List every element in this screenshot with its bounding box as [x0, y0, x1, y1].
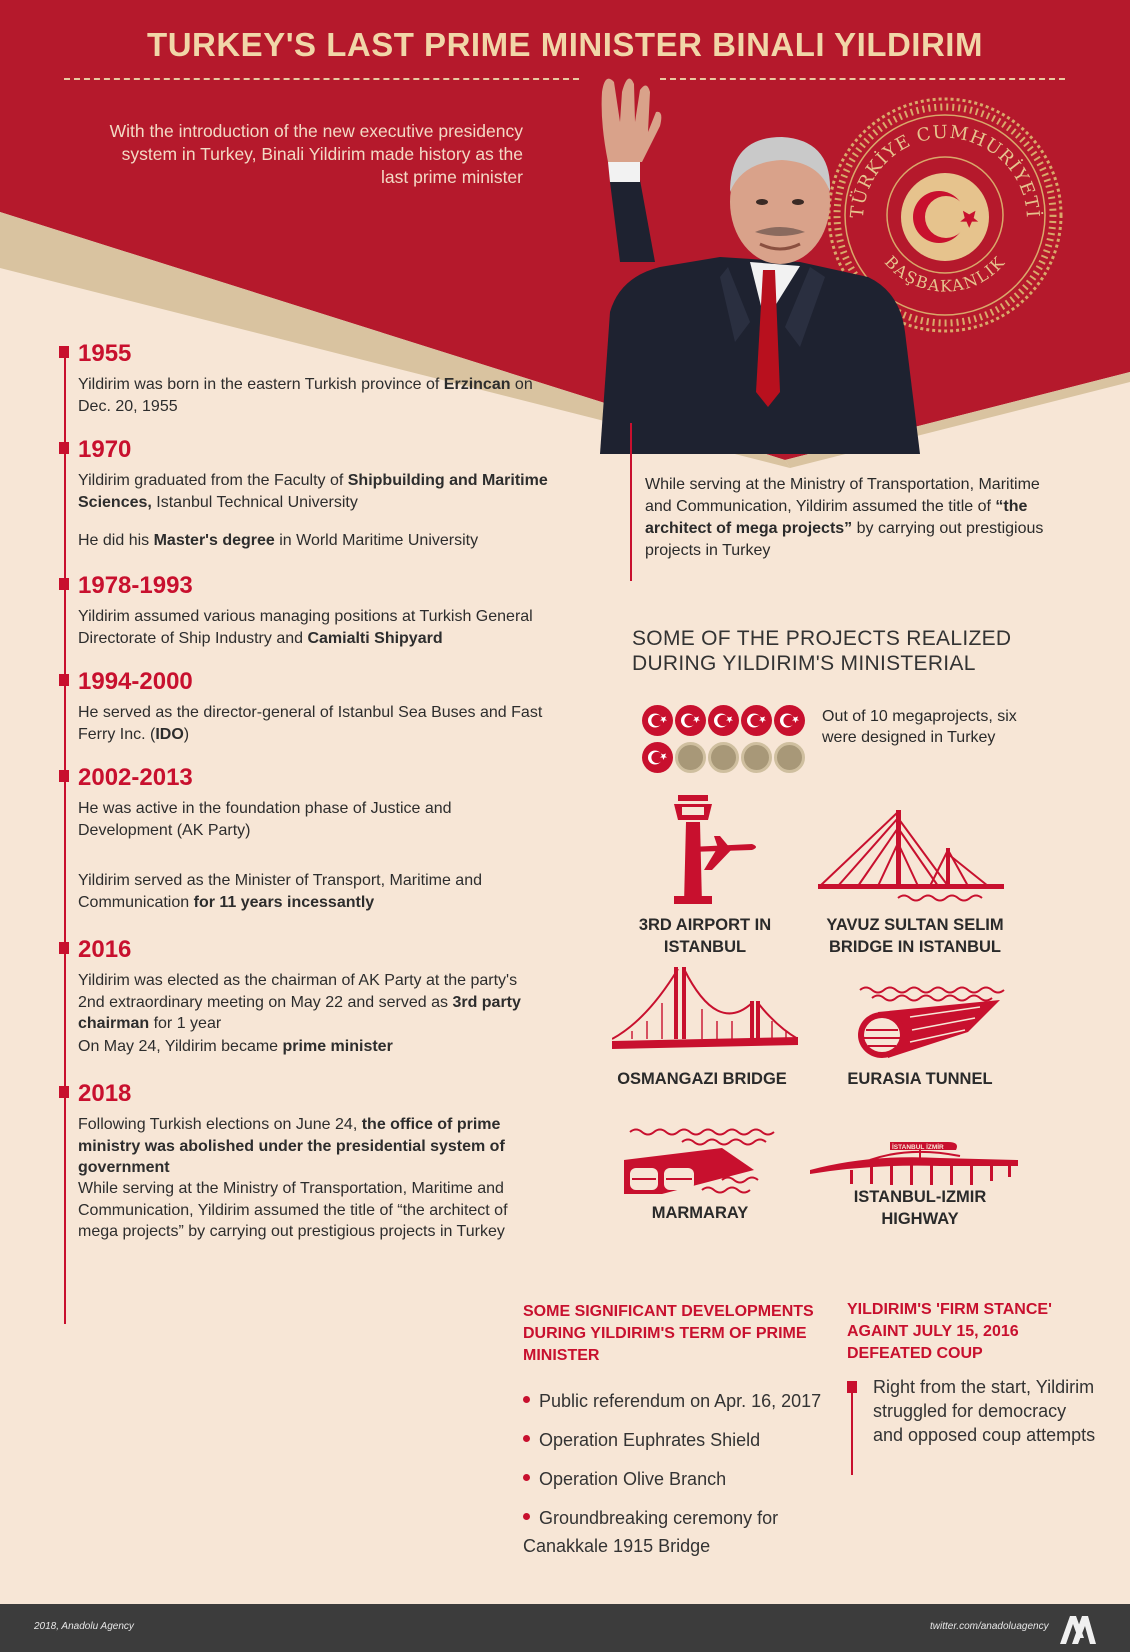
bold-highlight: Erzincan	[443, 376, 511, 393]
turkish-flag-token-icon	[675, 705, 706, 736]
bold-highlight: IDO	[155, 725, 184, 743]
timeline-text: While serving at the Ministry of Transportation, Maritime and Communication, Yildirim assumed the title of “the architect of mega projects” by carrying out prestigious projects in Turkey	[78, 1180, 508, 1240]
development-item	[523, 1382, 843, 1421]
developments-heading: SOME SIGNIFICANT DEVELOPMENTS DURING YILDIRIM'S TERM OF PRIME MINISTER	[523, 1303, 814, 1364]
project-label-highway: ISTANBUL-IZMIR HIGHWAY	[853, 1188, 987, 1228]
empty-token-icon	[741, 742, 772, 773]
timeline-year: 1978-1993	[78, 572, 193, 599]
timeline-text: Yildirim assumed various managing positions at Turkish General Directorate of Ship Industry and Camialti Shipyard	[78, 608, 533, 647]
timeline-year: 1970	[78, 436, 132, 463]
timeline-year: 1955	[78, 340, 132, 367]
bold-highlight: Master's degree	[153, 532, 275, 549]
timeline-text: On May 24, Yildirim became prime minister	[78, 1038, 393, 1055]
intro-text: With the introduction of the new executive presidency system in Turkey, Binali Yildirim made history as the last prime minister	[109, 121, 523, 187]
bullet-dot-icon	[523, 1435, 530, 1442]
footer-twitter-link[interactable]: twitter.com/anadoluagency	[930, 1621, 1049, 1632]
developments-list	[523, 1382, 843, 1538]
timeline-text: Following Turkish elections on June 24, the office of prime ministry was abolished under the presidential system of government	[78, 1116, 505, 1176]
firm-stance-heading: YILDIRIM'S 'FIRM STANCE' AGAINT JULY 15, 2016 DEFEATED COUP	[847, 1301, 1052, 1362]
project-label-airport: 3RD AIRPORT IN ISTANBUL	[638, 916, 772, 956]
development-item-label: Public referendum on Apr. 16, 2017	[539, 1391, 822, 1411]
development-item	[523, 1421, 843, 1460]
megaproject-tokens	[642, 705, 812, 775]
architect-text: While serving at the Ministry of Transportation, Maritime and Communication, Yildirim assumed the title of “the architect of mega projects” by carrying out prestigious projects in Turkey	[645, 476, 1044, 559]
suspension-bridge-icon	[818, 808, 1004, 904]
project-label-eurasia: EURASIA TUNNEL	[847, 1070, 993, 1088]
bold-highlight: “the architect of mega projects”	[645, 498, 1028, 537]
highway-sign-text: İSTANBUL İZMİR	[892, 1144, 944, 1151]
development-item	[523, 1499, 843, 1538]
project-label-yavuz-bridge: YAVUZ SULTAN SELIM BRIDGE IN ISTANBUL	[826, 916, 1004, 956]
development-item	[523, 1460, 843, 1499]
footer-credit: 2018, Anadolu Agency	[34, 1621, 134, 1632]
bold-highlight: the office of prime ministry was abolished under the presidential system of government	[78, 1116, 505, 1176]
development-item-label: Operation Olive Branch	[539, 1469, 727, 1489]
timeline-marker	[59, 442, 69, 454]
airport-tower-icon	[660, 792, 760, 904]
bold-highlight: prime minister	[282, 1038, 393, 1055]
firm-stance-marker	[847, 1381, 857, 1393]
timeline-marker	[59, 578, 69, 590]
projects-heading: SOME OF THE PROJECTS REALIZED DURING YILDIRIM'S MINISTERIAL	[632, 627, 1012, 675]
project-label-osmangazi: OSMANGAZI BRIDGE	[617, 1070, 787, 1088]
bullet-dot-icon	[523, 1513, 530, 1520]
bold-highlight: for 11 years incessantly	[193, 893, 375, 911]
timeline-text: He was active in the foundation phase of Justice and Development (AK Party)	[78, 800, 452, 839]
tunnel-icon	[850, 982, 1010, 1058]
megaproject-count-text: Out of 10 megaprojects, six were designed in Turkey	[822, 708, 1017, 746]
portrait-photo	[600, 62, 960, 454]
timeline-text: Yildirim was born in the eastern Turkish province of Erzincan on Dec. 20, 1955	[78, 376, 533, 415]
timeline-marker	[59, 346, 69, 358]
timeline-text: Yildirim served as the Minister of Transport, Maritime and Communication for 11 years incessantly	[78, 872, 482, 911]
turkish-flag-token-icon	[741, 705, 772, 736]
bridge-icon	[612, 965, 798, 1053]
empty-token-icon	[708, 742, 739, 773]
timeline-marker	[59, 674, 69, 686]
anadolu-agency-logo-icon	[1058, 1612, 1096, 1646]
title-divider-left	[64, 78, 579, 80]
project-label-marmaray: MARMARAY	[651, 1204, 749, 1222]
bold-highlight: 3rd party chairman	[78, 993, 521, 1032]
timeline-text: He did his Master's degree in World Maritime University	[78, 532, 479, 549]
firm-stance-text: Right from the start, Yildirim struggled for democracy and opposed coup attempts	[873, 1377, 1096, 1445]
page-title: TURKEY'S LAST PRIME MINISTER BINALI YILDIRIM	[147, 26, 983, 63]
development-item-label: Operation Euphrates Shield	[539, 1430, 761, 1450]
timeline-text: Yildirim graduated from the Faculty of Shipbuilding and Maritime Sciences, Istanbul Technical University	[78, 472, 548, 511]
developments-continuation: Canakkale 1915 Bridge	[523, 1536, 711, 1556]
rail-tunnel-icon	[622, 1124, 782, 1198]
development-item-label: Groundbreaking ceremony for	[539, 1508, 779, 1528]
empty-token-icon	[774, 742, 805, 773]
timeline-text: He served as the director-general of Istanbul Sea Buses and Fast Ferry Inc. (IDO)	[78, 704, 543, 743]
timeline-year: 2018	[78, 1080, 132, 1107]
turkish-flag-token-icon	[642, 742, 673, 773]
turkish-flag-token-icon	[642, 705, 673, 736]
footer	[0, 1604, 1130, 1652]
bold-highlight: Shipbuilding and Maritime Sciences,	[78, 472, 548, 511]
timeline-marker	[59, 942, 69, 954]
architect-accent-line	[630, 423, 632, 581]
timeline-year: 2016	[78, 936, 132, 963]
seal-top-text: TÜRKİYE CUMHURİYETİ	[846, 121, 1044, 220]
timeline-marker	[59, 770, 69, 782]
timeline-year: 2002-2013	[78, 764, 193, 791]
timeline-marker	[59, 1086, 69, 1098]
bullet-dot-icon	[523, 1474, 530, 1481]
timeline-text: Yildirim was elected as the chairman of AK Party at the party's 2nd extraordinary meeting on May 22 and served as 3rd party chairman for 1 year	[78, 972, 521, 1032]
firm-stance-line	[851, 1385, 853, 1475]
bold-highlight: Camialti Shipyard	[307, 629, 443, 647]
turkish-flag-token-icon	[708, 705, 739, 736]
seal-bottom-text: BAŞBAKANLIK	[880, 252, 1010, 296]
timeline-line	[64, 352, 66, 1324]
bullet-dot-icon	[523, 1396, 530, 1403]
timeline-year: 1994-2000	[78, 668, 193, 695]
empty-token-icon	[675, 742, 706, 773]
turkish-flag-token-icon	[774, 705, 805, 736]
